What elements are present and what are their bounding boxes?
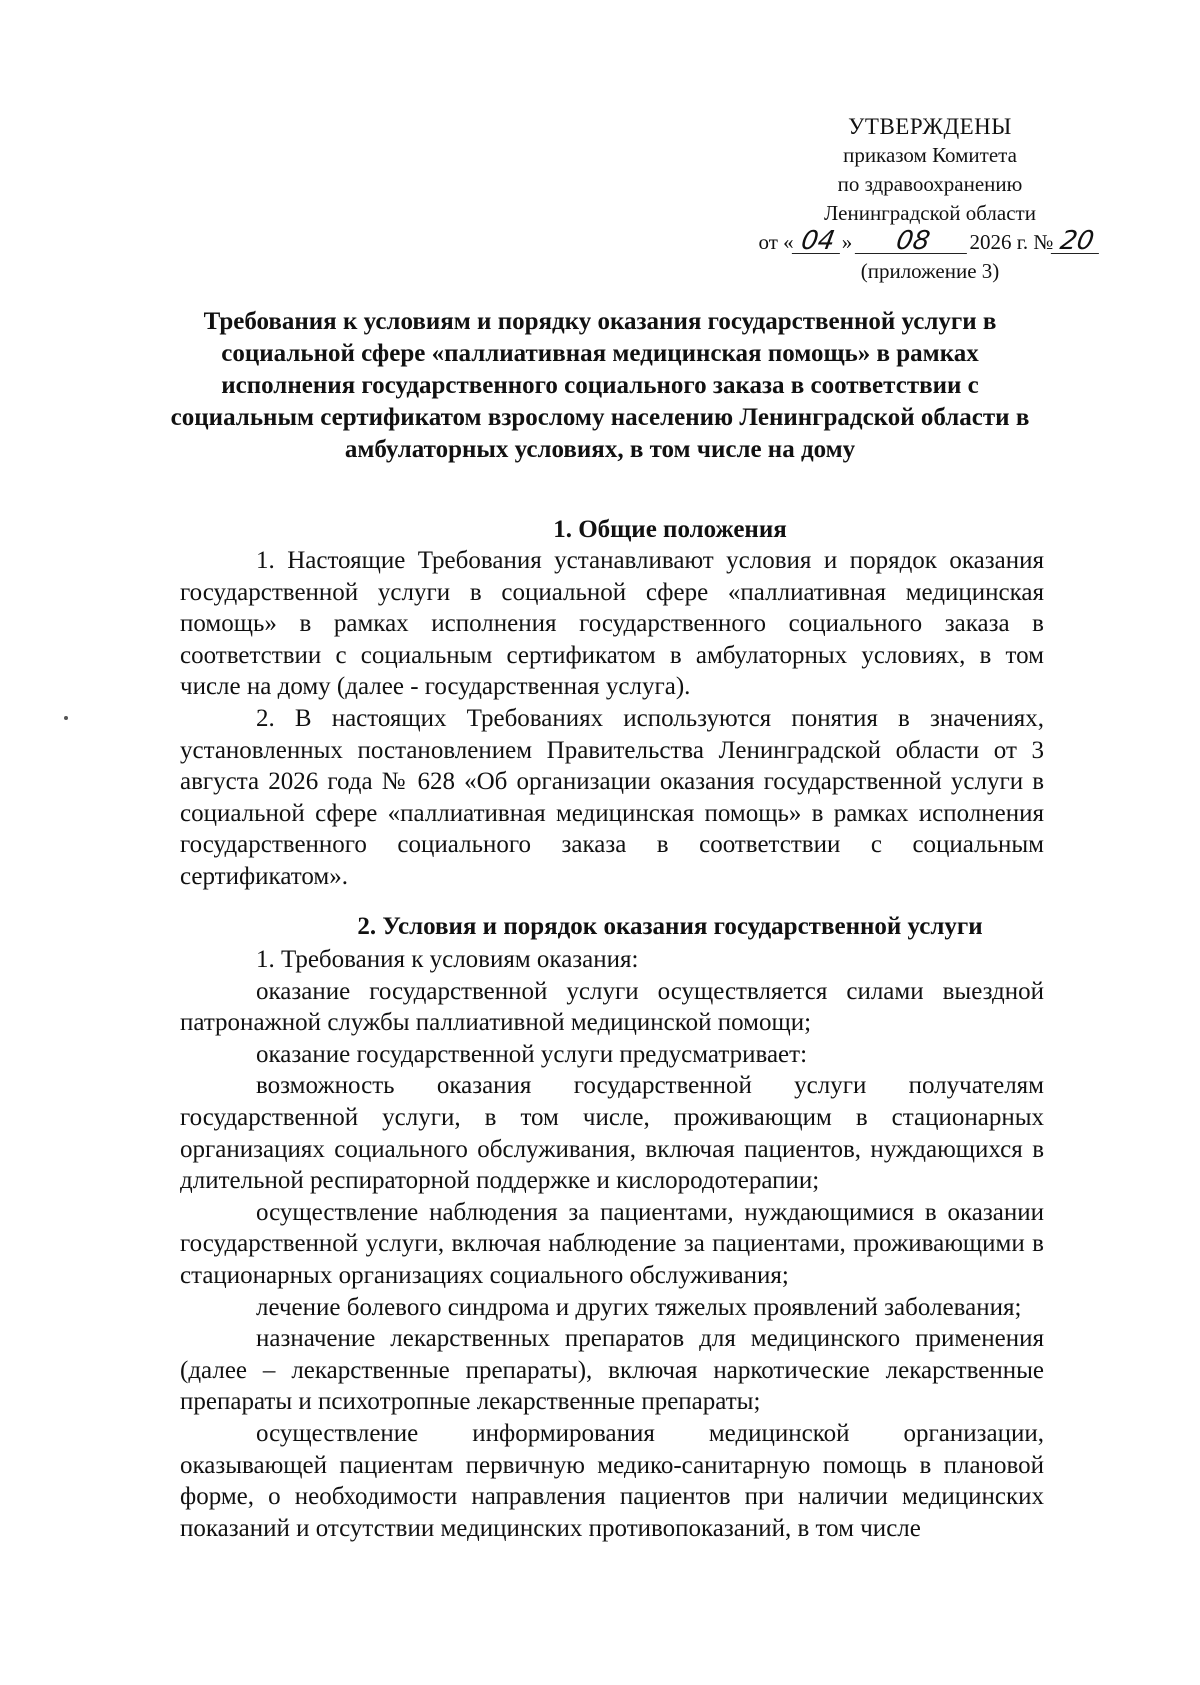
paragraph: осуществление информирования медицинской организации, оказывающей пациентам первичную медико-санитарную помощь в плановой форме, о необходимости направления пациентов при наличии медицинских показаний и отсутствии медицинских противопоказаний, в том числе bbox=[180, 1419, 1044, 1542]
paragraph: 1. Настоящие Требования устанавливают условия и порядок оказания государственной услуги в социальной сфере «паллиативная медицинская помощь» в рамках исполнения государственного социального заказа в соответствии с социальным сертификатом в амбулаторных условиях, в том числе на дому (далее - государственная услуга). bbox=[180, 547, 1044, 701]
paragraph: лечение болевого синдрома и других тяжелых проявлений заболевания; bbox=[256, 1293, 1022, 1321]
section-1-body bbox=[180, 545, 1044, 893]
paragraph: назначение лекарственных препаратов для медицинского применения (далее – лекарственные препараты), включая наркотические лекарственные препараты и психотропные лекарственные препараты; bbox=[180, 1325, 1044, 1416]
document-title: Требования к условиям и порядку оказания государственной услуги в социальной сфере «паллиативная медицинская помощь» в рамках исполнения государственного социального заказа в соответствии с социальным сертификатом взрослому населению Ленинградской области в амбулаторных условиях, в том числе на дому bbox=[170, 308, 1030, 463]
date-mid: » bbox=[841, 230, 853, 254]
paragraph: возможность оказания государственной услуги получателям государственной услуги, в том числе, проживающим в стационарных организациях социального обслуживания, включая пациентов, нуждающихся в длительной респираторной поддержке и кислородотерапии; bbox=[180, 1072, 1044, 1195]
approval-appendix: (приложение 3) bbox=[860, 259, 1000, 283]
approval-line-2: по здравоохранению bbox=[837, 172, 1023, 196]
section-1-heading: 1. Общие положения bbox=[553, 516, 787, 543]
approval-title: УТВЕРЖДЕНЫ bbox=[848, 114, 1012, 139]
handwritten-order-number: 20 bbox=[1051, 229, 1103, 254]
paragraph: 2. В настоящих Требованиях используются понятия в значениях, установленных постановлением Правительства Ленинградской области от 3 августа 2026 года № 628 «Об организации оказания государственной услуги в социальной сфере «паллиативная медицинская помощь» в рамках исполнения государственного социального заказа в соответствии с социальным сертификатом». bbox=[180, 704, 1044, 890]
handwritten-day: 04 bbox=[791, 229, 843, 254]
section-2-heading: 2. Условия и порядок оказания государственной услуги bbox=[357, 913, 983, 940]
paragraph: 1. Требования к условиям оказания: bbox=[256, 946, 639, 973]
date-year: 2026 г. № bbox=[969, 230, 1054, 254]
handwritten-month: 08 bbox=[855, 229, 971, 254]
section-2-body bbox=[180, 944, 1044, 1544]
approval-date-line bbox=[720, 228, 1140, 257]
approval-block bbox=[720, 112, 1140, 286]
approval-line-3: Ленинградской области bbox=[824, 201, 1036, 225]
scan-speck bbox=[64, 716, 68, 720]
approval-line-1: приказом Комитета bbox=[843, 143, 1017, 167]
paragraph: осуществление наблюдения за пациентами, нуждающимися в оказании государственной услуги, включая наблюдение за пациентами, проживающими в стационарных организациях социального обслуживания; bbox=[180, 1198, 1044, 1289]
paragraph: оказание государственной услуги предусматривает: bbox=[256, 1040, 808, 1068]
date-prefix: от « bbox=[758, 230, 794, 254]
paragraph: оказание государственной услуги осуществляется силами выездной патронажной службы паллиативной медицинской помощи; bbox=[180, 977, 1044, 1037]
